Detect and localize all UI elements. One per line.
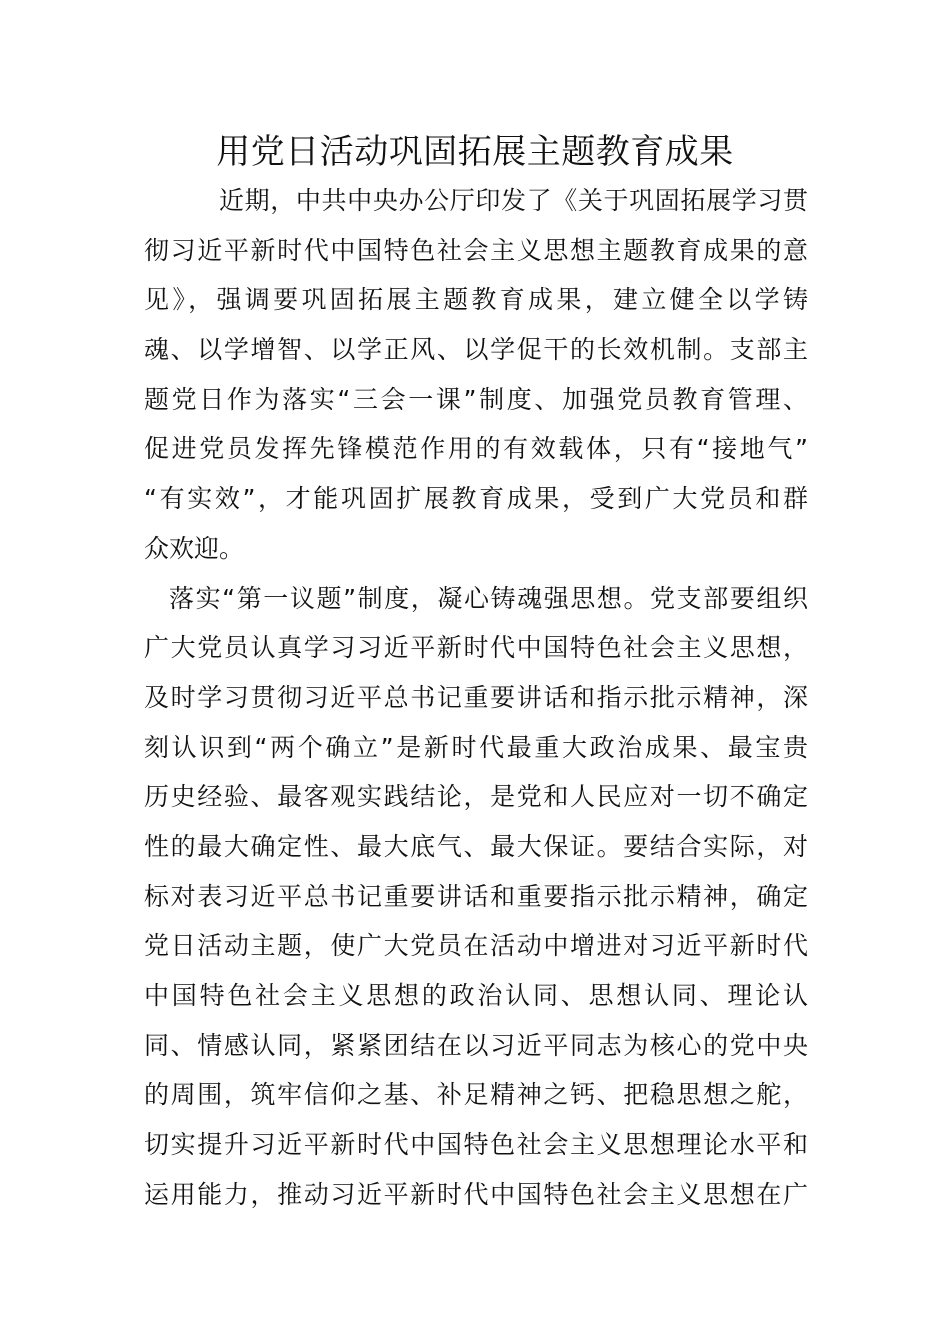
paragraph-line: 刻认识到“两个确立”是新时代最重大政治成果、最宝贵 [144,732,808,762]
paragraph-line: 见》，强调要巩固拓展主题教育成果，建立健全以学铸 [144,285,808,315]
paragraph-line: 广大党员认真学习习近平新时代中国特色社会主义思想， [144,633,808,663]
paragraph-line: 运用能力，推动习近平新时代中国特色社会主义思想在广 [144,1179,808,1209]
paragraph-line: 切实提升习近平新时代中国特色社会主义思想理论水平和 [144,1130,808,1160]
paragraph-line: 近期，中共中央办公厅印发了《关于巩固拓展学习贯 [219,186,808,215]
paragraph-line: 及时学习贯彻习近平总书记重要讲话和指示批示精神，深 [144,682,808,712]
paragraph-line: 中国特色社会主义思想的政治认同、思想认同、理论认 [144,981,808,1010]
paragraph-1 [144,176,808,574]
paragraph-line: 性的最大确定性、最大底气、最大保证。要结合实际，对 [144,831,808,861]
paragraph-line: “有实效”，才能巩固扩展教育成果，受到广大党员和群 [144,484,808,514]
paragraph-line: 同、情感认同，紧紧团结在以习近平同志为核心的党中央 [144,1030,808,1060]
paragraph-line: 题党日作为落实“三会一课”制度、加强党员教育管理、 [144,384,808,414]
paragraph-line: 历史经验、最客观实践结论，是党和人民应对一切不确定 [144,782,808,812]
document-title: 用党日活动巩固拓展主题教育成果 [216,132,734,172]
paragraph-line: 众欢迎。 [144,533,245,563]
paragraph-line: 促进党员发挥先锋模范作用的有效载体，只有“接地气” [144,434,808,464]
paragraph-line: 标对表习近平总书记重要讲话和重要指示批示精神，确定 [144,881,808,911]
paragraph-line: 党日活动主题，使广大党员在活动中增进对习近平新时代 [144,931,808,961]
document-body [144,176,808,1219]
paragraph-line: 的周围，筑牢信仰之基、补足精神之钙、把稳思想之舵， [144,1080,808,1110]
paragraph-line: 落实“第一议题”制度，凝心铸魂强思想。党支部要组织 [169,583,808,613]
paragraph-line: 魂、以学增智、以学正风、以学促干的长效机制。支部主 [144,335,808,365]
paragraph-line: 彻习近平新时代中国特色社会主义思想主题教育成果的意 [144,235,808,265]
paragraph-2 [144,574,808,1220]
